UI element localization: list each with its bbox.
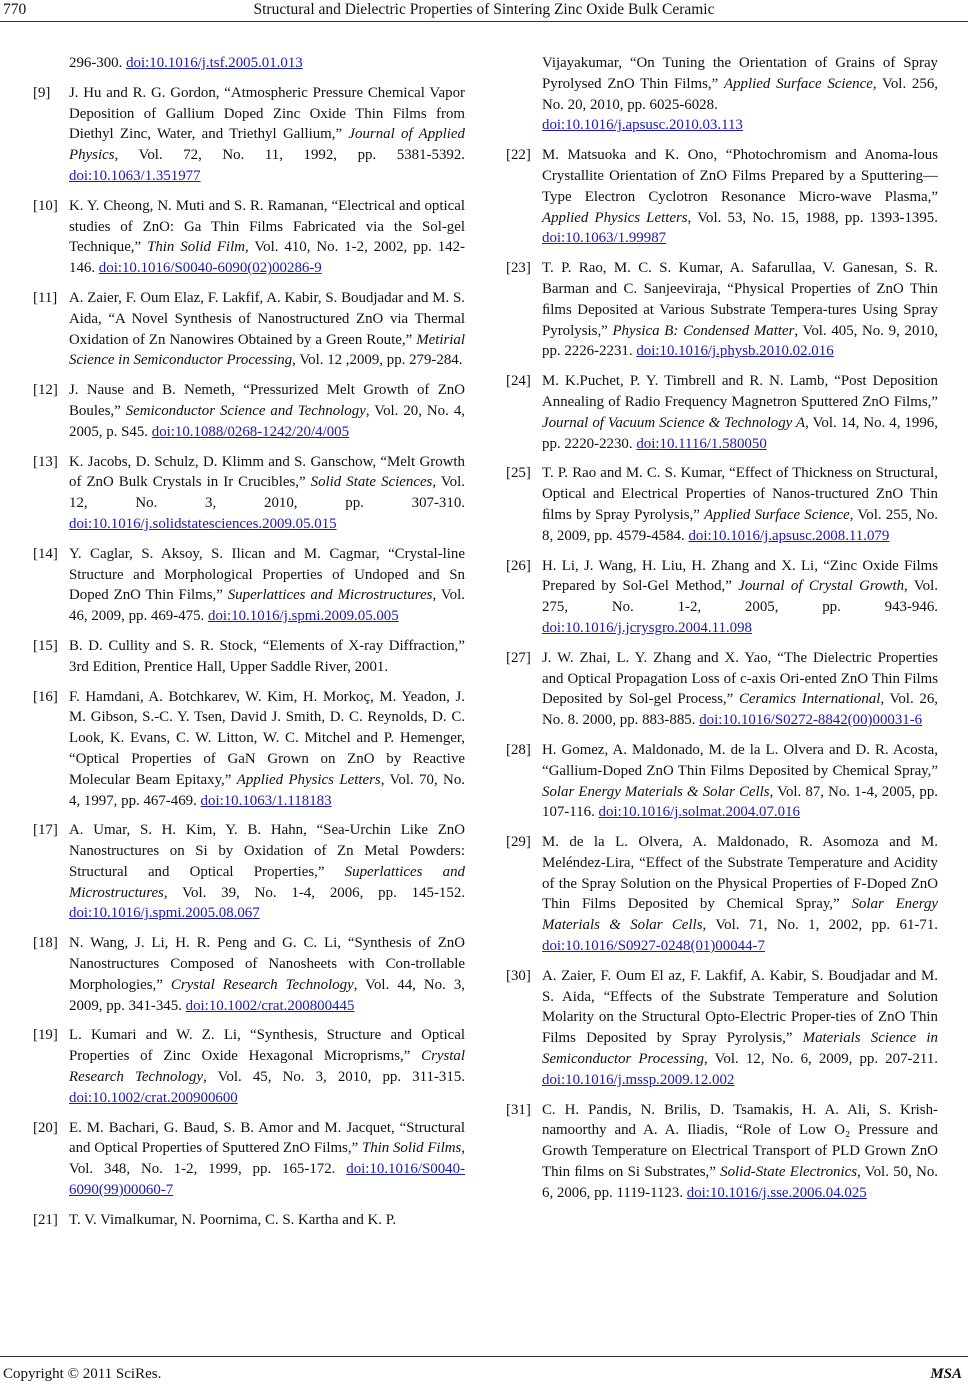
reference-details: , Vol. 12, No. 3, 2010, pp. 307-310. xyxy=(69,474,465,512)
reference-body xyxy=(542,145,938,249)
reference-details: , Vol. 255, No. 8, 2009, pp. 4579-4584. xyxy=(542,506,938,544)
reference-details: , Vol. 256, No. 20, 2010, pp. 6025-6028. xyxy=(542,75,938,113)
copyright-notice: Copyright © 2011 SciRes. xyxy=(3,1366,162,1382)
reference-text: K. Y. Cheong, N. Muti and S. R. Ramanan, “Electrical and optical studies of ZnO: Ga Thin Films Fabricated via the Sol-gel Technique,” xyxy=(69,197,465,256)
reference-item xyxy=(33,1210,465,1231)
reference-text: J. W. Zhai, L. Y. Zhang and X. Yao, “The Dielectric Properties and Optical Propagation Loss of c-axis Ori-ented ZnO Thin Films Deposited by Sol-gel Process,” xyxy=(542,649,938,708)
reference-details: , Vol. 72, No. 11, 1992, pp. 5381-5392. xyxy=(114,147,465,164)
right-column xyxy=(506,53,938,1213)
reference-number: [20] xyxy=(33,1119,58,1136)
reference-body xyxy=(542,1100,938,1204)
reference-item xyxy=(506,1100,938,1204)
reference-item xyxy=(33,83,465,187)
reference-item xyxy=(33,687,465,812)
reference-details: , Vol. 275, No. 1-2, 2005, pp. 943-946. xyxy=(542,578,938,616)
journal-title: Solid State Sciences xyxy=(310,474,433,491)
reference-details: , Vol. 20, No. 4, 2005, p. S45. xyxy=(69,402,465,440)
reference-body xyxy=(69,83,465,187)
reference-number: [14] xyxy=(33,545,58,562)
reference-text: 296-300. xyxy=(69,55,123,71)
reference-text: J. Hu and R. G. Gordon, “Atmospheric Pressure Chemical Vapor Deposition of Gallium Doped Zinc Oxide Thin Films from Diethyl Zinc, Water, and Triethyl Gallium,” xyxy=(69,84,465,143)
doi-link[interactable]: doi:10.1002/crat.200800445 xyxy=(185,997,355,1014)
reference-item xyxy=(33,452,465,535)
doi-link[interactable]: doi:10.1016/j.solidstatesciences.2009.05.015 xyxy=(69,515,337,532)
reference-number: [30] xyxy=(506,967,531,984)
reference-text: A. Zaier, F. Oum El az, F. Lakfif, A. Kabir, S. Boudjadar and M. S. Aida, “Effects of the Substrate Temperature and Solution Molarity on the Structural Opto-Electric Proper-ties of ZnO Thin Films Deposited by Spray Pyrolysis,” xyxy=(542,967,938,1047)
journal-title: Superlattices and Microstructures xyxy=(69,863,465,901)
journal-title: Journal of Vacuum Science & Technology A xyxy=(542,414,806,431)
reference-text: K. Jacobs, D. Schulz, D. Klimm and S. Ganschow, “Melt Growth of ZnO Bulk Crystals in Ir Crucibles,” xyxy=(69,453,465,491)
reference-details: , Vol. 50, No. 6, 2006, pp. 1119-1123. xyxy=(542,1164,939,1201)
reference-item xyxy=(33,380,465,442)
reference-number: [9] xyxy=(33,84,51,101)
journal-title: Solar Energy Materials & Solar Cells xyxy=(542,783,770,800)
reference-item xyxy=(33,820,465,924)
reference-number: [24] xyxy=(506,373,531,390)
reference-number: [23] xyxy=(506,260,531,277)
reference-body xyxy=(69,452,465,535)
reference-text: L. Kumari and W. Z. Li, “Synthesis, Structure and Optical Properties of Zinc Oxide Hexagonal Microprisms,” xyxy=(69,1027,465,1065)
doi-link[interactable]: doi:10.1016/j.spmi.2009.05.005 xyxy=(208,608,399,625)
reference-details: , Vol. 14, No. 4, 1996, pp. 2220-2230. xyxy=(542,414,938,452)
journal-title: Journal of Crystal Growth xyxy=(738,578,905,595)
reference-item xyxy=(33,288,465,371)
reference-details: , Vol. 44, No. 3, 2009, pp. 341-345. xyxy=(69,976,465,1014)
journal-title: Crystal Research Technology xyxy=(69,1048,465,1086)
doi-link[interactable]: doi:10.1002/crat.200900600 xyxy=(69,1089,238,1106)
reference-body xyxy=(69,544,465,627)
reference-item xyxy=(506,740,938,823)
doi-link[interactable]: doi:10.1016/S0272-8842(00)00031-6 xyxy=(699,712,923,729)
reference-details: , Vol. 12, No. 6, 2009, pp. 207-211. xyxy=(704,1051,938,1068)
reference-number: [17] xyxy=(33,822,58,839)
reference-number: [12] xyxy=(33,382,58,399)
reference-body xyxy=(542,556,938,639)
reference-body xyxy=(69,820,465,924)
reference-number: [29] xyxy=(506,834,531,851)
reference-item xyxy=(33,1025,465,1108)
doi-link[interactable]: doi:10.1063/1.351977 xyxy=(69,167,201,184)
reference-body xyxy=(69,380,465,442)
journal-title: Superlattices and Microstructures xyxy=(227,587,433,604)
reference-text: H. Gomez, A. Maldonado, M. de la L. Olvera and D. R. Acosta, “Gallium-Doped ZnO Thin Films Deposited by Chemical Spray,” xyxy=(542,741,938,779)
reference-details: , Vol. 26, No. 8. 2000, pp. 883-885. xyxy=(542,691,938,729)
reference-body xyxy=(69,288,465,371)
reference-number: [25] xyxy=(506,465,531,482)
doi-link[interactable]: doi:10.1016/j.physb.2010.02.016 xyxy=(636,343,834,360)
doi-link[interactable]: doi:10.1016/j.sse.2006.04.025 xyxy=(686,1184,867,1201)
journal-title: Applied Physics Letters xyxy=(542,209,688,226)
reference-details: , Vol. 53, No. 15, 1988, pp. 1393-1395. xyxy=(687,209,938,226)
page-number: 770 xyxy=(3,1,27,18)
reference-number: [11] xyxy=(33,289,58,306)
doi-link[interactable]: doi:10.1116/1.580050 xyxy=(636,435,767,452)
reference-details: , Vol. 348, No. 1-2, 1999, pp. 165-172. xyxy=(69,1140,465,1178)
reference-number: [15] xyxy=(33,637,58,654)
reference-text: C. H. Pandis, N. Brilis, D. Tsamakis, H. A. Ali, S. Krish-namoorthy and A. A. Iliadis, “Role of Low O₂ Pressure and Growth Temperature on Electrical Transport of PLD Grown ZnO Thin ﬁlms on Si Substrates,” xyxy=(542,1101,938,1181)
page-header xyxy=(0,0,968,22)
footer-rule xyxy=(0,1356,968,1357)
reference-item xyxy=(506,463,938,546)
reference-body xyxy=(542,258,938,362)
doi-link[interactable]: doi:10.1016/j.jcrysgro.2004.11.098 xyxy=(542,619,752,636)
reference-list xyxy=(33,83,465,1231)
doi-link[interactable]: doi:10.1016/j.apsusc.2008.11.079 xyxy=(688,527,890,544)
reference-details: , Vol. 70, No. 4, 1997, pp. 467-469. xyxy=(69,771,465,809)
reference-details: , Vol. 46, 2009, pp. 469-475. xyxy=(69,587,465,625)
reference-item xyxy=(33,544,465,627)
doi-link[interactable]: doi:10.1016/j.solmat.2004.07.016 xyxy=(598,804,800,821)
reference-text: A. Zaier, F. Oum Elaz, F. Lakfif, A. Kabir, S. Boudjadar and M. S. Aida, “A Novel Synthesis of Nanostructured ZnO via Thermal Oxidation of Zn Nanowires Obtained by a Green Route,” xyxy=(69,289,465,348)
reference-text: B. D. Cullity and S. R. Stock, “Elements of X-ray Diffraction,” 3rd Edition, Prentice Hall, Upper Saddle River, 2001. xyxy=(69,637,465,675)
reference-item xyxy=(506,832,938,957)
reference-item xyxy=(506,145,938,249)
doi-link[interactable]: doi:10.1016/j.apsusc.2010.03.113 xyxy=(542,117,743,134)
reference-body xyxy=(542,832,938,957)
reference-number: [26] xyxy=(506,557,531,574)
doi-link[interactable]: doi:10.1016/S0040-6090(99)00060-7 xyxy=(69,1161,465,1199)
journal-title: Materials Science in Semiconductor Processing xyxy=(542,1030,939,1068)
journal-title: Solid-State Electronics xyxy=(720,1164,858,1181)
reference-text: T. P. Rao and M. C. S. Kumar, “Effect of Thickness on Structural, Optical and Electrical Properties of Nanos-tructured ZnO Thin ﬁlms by Spray Pyrolysis,” xyxy=(542,465,938,523)
reference-number: [22] xyxy=(506,147,531,164)
doi-link[interactable]: doi:10.1016/j.spmi.2005.08.067 xyxy=(69,905,260,922)
reference-body xyxy=(542,648,938,731)
reference-number: [19] xyxy=(33,1027,58,1044)
reference-body xyxy=(69,1210,465,1231)
reference-body xyxy=(542,371,938,454)
journal-title: Applied Physics Letters xyxy=(236,771,381,788)
reference-item xyxy=(506,258,938,362)
reference-number: [10] xyxy=(33,197,58,214)
reference-item xyxy=(33,636,465,678)
reference-details: , Vol. 45, No. 3, 2010, pp. 311-315. xyxy=(203,1069,465,1086)
page-footer xyxy=(0,1364,968,1384)
reference-text: Y. Caglar, S. Aksoy, S. Ilican and M. Cagmar, “Crystal-line Structure and Morphological Properties of Undoped and Sn Doped ZnO Thin Films,” xyxy=(69,545,465,604)
journal-title: Semiconductor Science and Technology xyxy=(125,402,366,419)
reference-body xyxy=(542,740,938,823)
journal-title: Ceramics International xyxy=(738,691,881,708)
journal-title: Metirial Science in Semiconductor Processing xyxy=(69,331,465,369)
doi-link[interactable]: doi:10.1063/1.118183 xyxy=(200,792,332,809)
reference-text: J. Nause and B. Nemeth, “Pressurized Melt Growth of ZnO Boules,” xyxy=(69,382,465,419)
journal-title: Applied Surface Science xyxy=(704,506,850,523)
reference-item xyxy=(33,933,465,1016)
header-rule xyxy=(0,21,968,22)
reference-text: M. de la L. Olvera, A. Maldonado, R. Asomoza and M. Meléndez-Lira, “Effect of the Substrate Temperature and Acidity of the Spray Solution on the Physical Properties of F-Doped ZnO Thin Films Deposited by Chemical Spray,” xyxy=(542,834,938,913)
reference-body xyxy=(69,636,465,678)
journal-title: Thin Solid Film xyxy=(147,239,245,256)
left-column xyxy=(33,53,465,1240)
reference-list xyxy=(506,145,938,1203)
doi-link[interactable]: doi:10.1088/0268-1242/20/4/005 xyxy=(151,423,350,440)
reference-text: A. Umar, S. H. Kim, Y. B. Hahn, “Sea-Urchin Like ZnO Nanostructures on Si by Oxidation of Zn Metal Powders: Structural and Optical Properties,” xyxy=(69,822,465,880)
continued-reference xyxy=(506,53,938,136)
journal-title: Applied Surface Science xyxy=(724,75,873,92)
reference-body xyxy=(69,1025,465,1108)
reference-number: [28] xyxy=(506,741,531,758)
reference-details: , Vol. 39, No. 1-4, 2006, pp. 145-152. xyxy=(163,884,465,901)
journal-title: Crystal Research Technology xyxy=(170,976,354,993)
reference-number: [21] xyxy=(33,1211,58,1228)
journal-title: Physica B: Condensed Matter xyxy=(612,322,795,339)
reference-text: M. K.Puchet, P. Y. Timbrell and R. N. Lamb, “Post Deposition Annealing of Radio Frequency Magnetron Sputtered ZnO Films,” xyxy=(542,373,938,410)
reference-item xyxy=(506,556,938,639)
reference-text: N. Wang, J. Li, H. R. Peng and G. C. Li, “Synthesis of ZnO Nanostructures Composed of Nanosheets with Con-trollable Morphologies,” xyxy=(69,935,465,993)
journal-title: Solar Energy Materials & Solar Cells xyxy=(542,896,939,934)
reference-number: [31] xyxy=(506,1101,531,1118)
doi-link[interactable]: doi:10.1016/j.tsf.2005.01.013 xyxy=(126,55,303,71)
reference-text: F. Hamdani, A. Botchkarev, W. Kim, H. Morkoç, M. Yeadon, J. M. Gibson, S.-C. Y. Tsen, David J. Smith, D. C. Reynolds, D. C. Look, K. Evans, C. W. Litton, W. C. Mitchel and P. Hemenger, “Optical Properties of GaN Grown on ZnO by Reactive Molecular Beam Epitaxy,” xyxy=(69,688,465,788)
reference-item xyxy=(506,648,938,731)
doi-link[interactable]: doi:10.1016/S0040-6090(02)00286-9 xyxy=(98,260,322,277)
continued-reference xyxy=(33,53,465,74)
doi-link[interactable]: doi:10.1016/j.mssp.2009.12.002 xyxy=(542,1071,735,1088)
reference-details: , Vol. 87, No. 1-4, 2005, pp. 107-116. xyxy=(542,783,938,821)
reference-text: H. Li, J. Wang, H. Liu, H. Zhang and X. Li, “Zinc Oxide Films Prepared by Sol-Gel Method,” xyxy=(542,557,938,595)
reference-number: [18] xyxy=(33,935,58,952)
reference-number: [13] xyxy=(33,453,58,470)
reference-body xyxy=(542,463,938,546)
reference-body xyxy=(69,933,465,1016)
reference-body xyxy=(69,687,465,812)
reference-body xyxy=(542,966,938,1091)
reference-details: , Vol. 12 ,2009, pp. 279-284. xyxy=(292,352,463,369)
reference-body xyxy=(69,196,465,279)
journal-title: Thin Solid Films xyxy=(361,1140,462,1157)
reference-text: E. M. Bachari, G. Baud, S. B. Amor and M. Jacquet, “Structural and Optical Properties of Sputtered ZnO Films,” xyxy=(69,1119,465,1157)
journal-title: Journal of Applied Physics xyxy=(69,126,465,164)
journal-abbreviation: MSA xyxy=(930,1366,962,1382)
reference-item xyxy=(33,1118,465,1201)
reference-text: Vijayakumar, “On Tuning the Orientation of Grains of Spray Pyrolysed ZnO Thin Films,” xyxy=(542,55,938,92)
reference-details: , Vol. 71, No. 1, 2002, pp. 61-71. xyxy=(702,917,938,934)
running-title: Structural and Dielectric Properties of Sintering Zinc Oxide Bulk Ceramic xyxy=(253,1,715,18)
reference-number: [27] xyxy=(506,649,531,666)
reference-item xyxy=(506,371,938,454)
reference-text: T. P. Rao, M. C. S. Kumar, A. Safarullaa, V. Ganesan, S. R. Barman and C. Sanjeeviraja, “Physical Properties of ZnO Thin ﬁlms Deposited at Various Substrate Tempera-tures Using Spray Pyrolysis,” xyxy=(542,260,938,339)
reference-item xyxy=(33,196,465,279)
reference-details: , Vol. 410, No. 1-2, 2002, pp. 142-146. xyxy=(69,239,465,277)
reference-text: T. V. Vimalkumar, N. Poornima, C. S. Kartha and K. P. xyxy=(69,1211,397,1228)
reference-details: , Vol. 405, No. 9, 2010, pp. 2226-2231. xyxy=(542,322,938,360)
doi-link[interactable]: doi:10.1063/1.99987 xyxy=(542,230,667,247)
reference-number: [16] xyxy=(33,688,58,705)
doi-link[interactable]: doi:10.1016/S0927-0248(01)00044-7 xyxy=(542,938,765,955)
reference-text: M. Matsuoka and K. Ono, “Photochromism and Anoma-lous Crystallite Orientation of ZnO Films Prepared by a Sputtering—Type Electron Cyclotron Resonance Micro-wave Plasma,” xyxy=(542,147,938,205)
reference-body xyxy=(69,1118,465,1201)
reference-item xyxy=(506,966,938,1091)
